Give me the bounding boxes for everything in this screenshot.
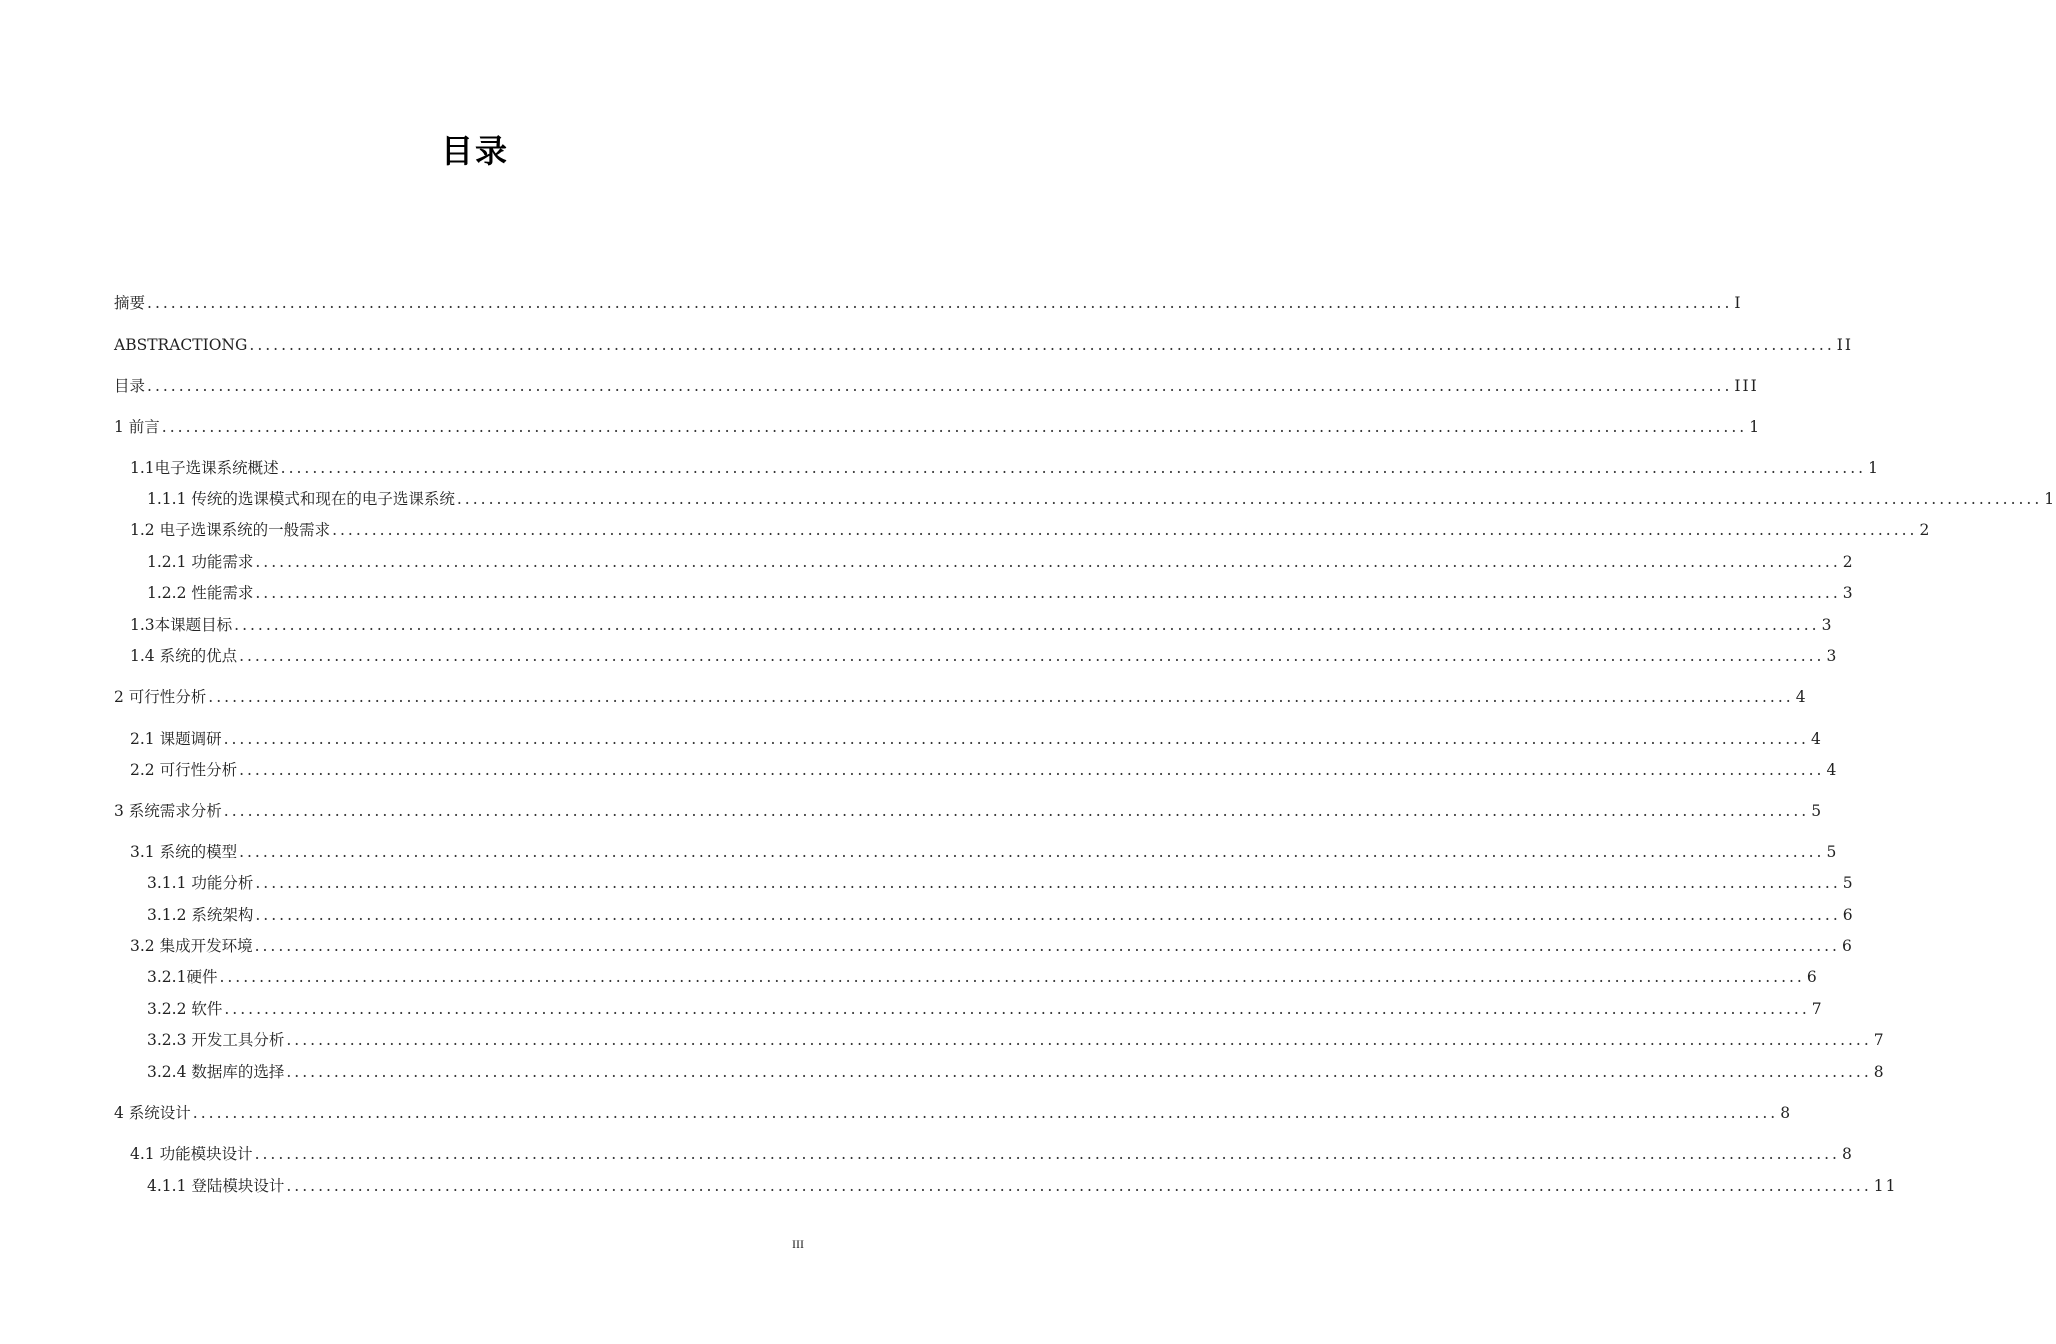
- toc-entry[interactable]: [114, 416, 1762, 438]
- toc-leader-dots: ........................................................................................................................................................................................................: [255, 906, 1841, 924]
- toc-leader-dots: ........................................................................................................................................................................................................: [219, 968, 1805, 986]
- toc-entry[interactable]: [114, 292, 1743, 314]
- toc-entry[interactable]: [130, 1143, 1854, 1165]
- toc-entry[interactable]: [130, 728, 1823, 750]
- toc-entry-page: 7: [1811, 1000, 1824, 1018]
- toc-entry[interactable]: [147, 966, 1819, 988]
- toc-entry-label: 3.1.2 系统架构: [147, 906, 254, 924]
- toc-entry-label: 1.4 系统的优点: [130, 647, 238, 665]
- toc-entry-label: 3 系统需求分析: [114, 802, 222, 820]
- toc-leader-dots: ........................................................................................................................................................................................................: [147, 377, 1733, 395]
- toc-entry-page: 8: [1841, 1145, 1854, 1163]
- toc-leader-dots: ........................................................................................................................................................................................................: [234, 616, 1820, 634]
- toc-entry[interactable]: [147, 488, 2056, 510]
- toc-entry-label: 4 系统设计: [114, 1104, 191, 1122]
- toc-leader-dots: ........................................................................................................................................................................................................: [249, 336, 1835, 354]
- toc-entry-label: 1.1电子选课系统概述: [130, 459, 279, 477]
- toc-leader-dots: ........................................................................................................................................................................................................: [255, 553, 1841, 571]
- toc-entry[interactable]: [114, 375, 1759, 397]
- toc-entry-label: 1.2.1 功能需求: [147, 553, 254, 571]
- toc-entry[interactable]: [130, 519, 1932, 541]
- toc-entry[interactable]: [114, 800, 1824, 822]
- toc-entry-label: 1 前言: [114, 418, 160, 436]
- toc-entry-page: 2: [1842, 553, 1855, 571]
- toc-entry-label: 1.2 电子选课系统的一般需求: [130, 521, 331, 539]
- toc-entry-label: 2.2 可行性分析: [130, 761, 238, 779]
- toc-entry[interactable]: [147, 1029, 1886, 1051]
- toc-entry[interactable]: [130, 614, 1834, 636]
- toc-entry-page: 4: [1810, 730, 1823, 748]
- toc-entry[interactable]: [114, 686, 1808, 708]
- toc-entry[interactable]: [147, 904, 1855, 926]
- toc-entry-page: 8: [1873, 1063, 1886, 1081]
- toc-entry[interactable]: [147, 872, 1855, 894]
- toc-entry-label: 4.1.1 登陆模块设计: [147, 1177, 285, 1195]
- toc-entry[interactable]: [147, 998, 1824, 1020]
- toc-entry-page: 3: [1821, 616, 1834, 634]
- toc-entry-label: 3.2.2 软件: [147, 1000, 223, 1018]
- toc-entry[interactable]: [130, 759, 1839, 781]
- toc-entry[interactable]: [114, 1102, 1793, 1124]
- toc-entry[interactable]: [130, 841, 1839, 863]
- toc-entry-page: 1: [2044, 490, 2056, 508]
- toc-entry-page: 5: [1826, 843, 1839, 861]
- toc-entry-label: 目录: [114, 377, 146, 395]
- toc-entry[interactable]: [130, 457, 1880, 479]
- toc-entry[interactable]: [147, 1175, 1898, 1197]
- toc-entry-label: 2.1 课题调研: [130, 730, 222, 748]
- toc-entry[interactable]: [147, 1061, 1886, 1083]
- toc-leader-dots: ........................................................................................................................................................................................................: [286, 1177, 1872, 1195]
- toc-entry-label: 3.1 系统的模型: [130, 843, 238, 861]
- toc-entry[interactable]: [147, 551, 1855, 573]
- toc-leader-dots: ........................................................................................................................................................................................................: [255, 874, 1841, 892]
- toc-entry[interactable]: [130, 645, 1839, 667]
- toc-entry-label: ABSTRACTIONG: [114, 336, 248, 354]
- toc-entry-page: I: [1734, 294, 1743, 312]
- toc-entry-page: 6: [1841, 937, 1854, 955]
- toc-leader-dots: ........................................................................................................................................................................................................: [332, 521, 1918, 539]
- toc-entry-page: 4: [1795, 688, 1808, 706]
- toc-entry-page: 4: [1826, 761, 1839, 779]
- toc-entry-page: 3: [1826, 647, 1839, 665]
- toc-entry-label: 4.1 功能模块设计: [130, 1145, 253, 1163]
- toc-leader-dots: ........................................................................................................................................................................................................: [224, 1000, 1810, 1018]
- toc-leader-dots: ........................................................................................................................................................................................................: [254, 937, 1840, 955]
- toc-entry-label: 摘要: [114, 294, 146, 312]
- toc-entry-label: 3.1.1 功能分析: [147, 874, 254, 892]
- toc-leader-dots: ........................................................................................................................................................................................................: [239, 843, 1825, 861]
- toc-entry-page: 1: [1749, 418, 1762, 436]
- footer-page-number: III: [792, 1237, 804, 1251]
- toc-leader-dots: ........................................................................................................................................................................................................: [286, 1063, 1872, 1081]
- toc-entry-page: II: [1836, 336, 1854, 354]
- toc-entry-page: 5: [1811, 802, 1824, 820]
- toc-entry-label: 1.3本课题目标: [130, 616, 233, 634]
- toc-leader-dots: ........................................................................................................................................................................................................: [208, 688, 1794, 706]
- toc-leader-dots: ........................................................................................................................................................................................................: [286, 1031, 1872, 1049]
- toc-entry-label: 3.2.4 数据库的选择: [147, 1063, 285, 1081]
- toc-entry-label: 1.1.1 传统的选课模式和现在的电子选课系统: [147, 490, 455, 508]
- toc-entry-label: 3.2.3 开发工具分析: [147, 1031, 285, 1049]
- toc-entry-page: 6: [1842, 906, 1855, 924]
- toc-leader-dots: ........................................................................................................................................................................................................: [239, 761, 1825, 779]
- toc-leader-dots: ........................................................................................................................................................................................................: [147, 294, 1733, 312]
- toc-entry-page: 3: [1842, 584, 1855, 602]
- toc-leader-dots: ........................................................................................................................................................................................................: [239, 647, 1825, 665]
- toc-leader-dots: ........................................................................................................................................................................................................: [223, 730, 1809, 748]
- toc-entry-page: 7: [1873, 1031, 1886, 1049]
- toc-leader-dots: ........................................................................................................................................................................................................: [280, 459, 1867, 477]
- toc-entry-page: 11: [1873, 1177, 1898, 1195]
- toc-entry-label: 1.2.2 性能需求: [147, 584, 254, 602]
- toc-entry-page: 6: [1806, 968, 1819, 986]
- toc-leader-dots: ........................................................................................................................................................................................................: [192, 1104, 1779, 1122]
- toc-entry[interactable]: [130, 935, 1854, 957]
- toc-leader-dots: ........................................................................................................................................................................................................: [254, 1145, 1840, 1163]
- toc-entry-label: 3.2.1硬件: [147, 968, 218, 986]
- page-title: 目录: [440, 132, 509, 170]
- toc-entry-page: 8: [1780, 1104, 1793, 1122]
- toc-leader-dots: ........................................................................................................................................................................................................: [255, 584, 1841, 602]
- toc-leader-dots: ........................................................................................................................................................................................................: [223, 802, 1810, 820]
- toc-entry-label: 2 可行性分析: [114, 688, 207, 706]
- toc-entry-page: 1: [1868, 459, 1880, 477]
- toc-entry-page: 2: [1919, 521, 1932, 539]
- toc-entry[interactable]: [114, 334, 1854, 356]
- toc-leader-dots: ........................................................................................................................................................................................................: [456, 490, 2043, 508]
- toc-entry-label: 3.2 集成开发环境: [130, 937, 253, 955]
- toc-entry-page: III: [1734, 377, 1759, 395]
- toc-leader-dots: ........................................................................................................................................................................................................: [161, 418, 1748, 436]
- toc-entry-page: 5: [1842, 874, 1855, 892]
- toc-entry[interactable]: [147, 582, 1855, 604]
